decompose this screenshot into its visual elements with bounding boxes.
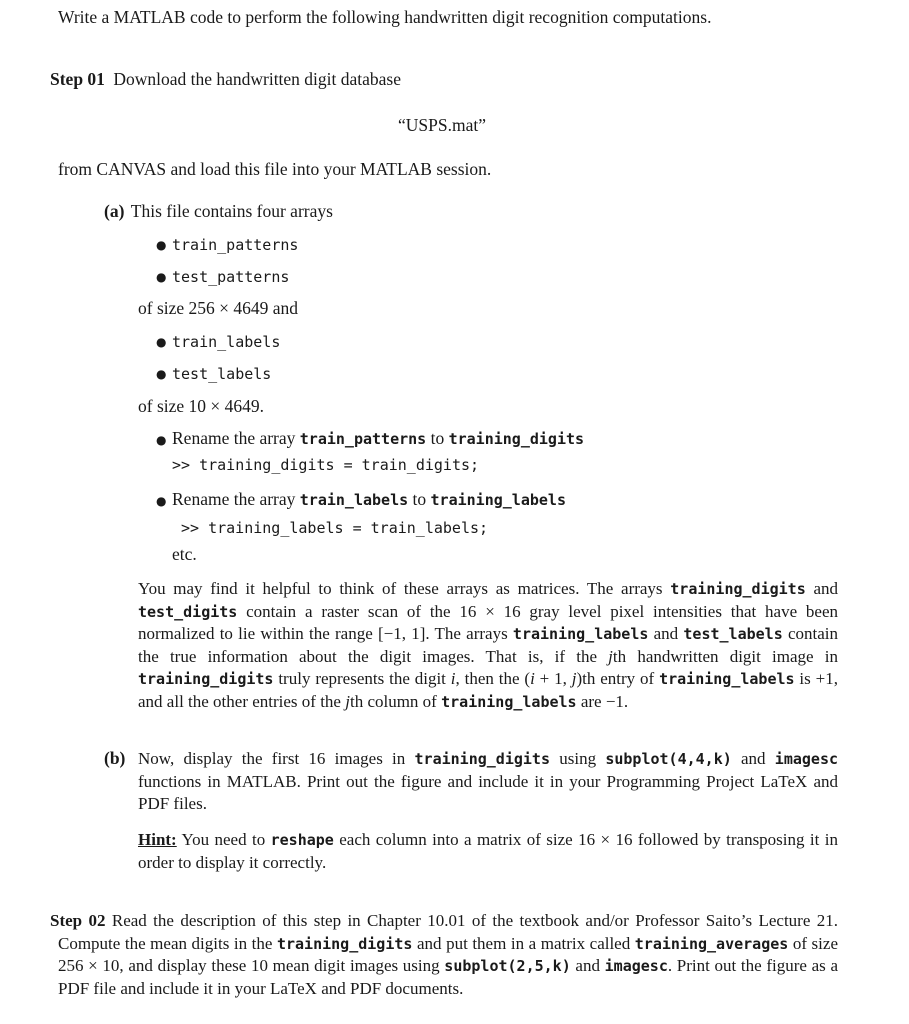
text-run: functions in MATLAB. Print out the figure and include it in your Programming Project LaTeX and PDF files. (138, 771, 838, 814)
code-term: training_labels (659, 670, 795, 689)
text-run: contain the true information about the digit images. That is, if the (138, 624, 838, 666)
bullet-icon: ● (156, 367, 167, 381)
text-run: )th entry of (576, 669, 660, 689)
rename-1-target: training_digits (448, 430, 585, 448)
text-run: are −1. (576, 691, 629, 711)
rename-2-target: training_labels (430, 491, 566, 509)
text-run: th column of (349, 691, 442, 711)
bullet-icon: ● (156, 238, 167, 252)
code-term: training_averages (634, 934, 789, 953)
hint-paragraph (138, 829, 838, 874)
etc-text: etc. (172, 544, 197, 564)
part-a-text: This file contains four arrays (130, 201, 333, 221)
array-test-labels: test_labels (172, 365, 272, 383)
rename-2-to: to (412, 489, 427, 509)
code-line-2: >> training_labels = train_labels; (181, 519, 489, 537)
rename-2-pre: Rename the array (172, 489, 296, 509)
text-run: and put them in a matrix called (412, 933, 635, 953)
math-var: i (450, 669, 456, 689)
text-run: You may find it helpful to think of these arrays as matrices. The arrays (138, 579, 671, 598)
rename-1-pre: Rename the array (172, 428, 296, 448)
text-run: . Print out the figure as a PDF file and include it in your LaTeX and PDF documents. (58, 956, 838, 998)
step-02-body (58, 911, 838, 998)
rename-2-source: train_labels (299, 491, 409, 509)
text-run: truly represents the digit (273, 669, 451, 689)
array-test-patterns: test_patterns (172, 268, 290, 286)
code-term: imagesc (774, 750, 839, 768)
text-run: and (648, 624, 684, 644)
part-a-label: (a) (104, 201, 125, 221)
code-term: training_digits (138, 670, 274, 689)
code-term: training_digits (414, 750, 550, 768)
code-term: reshape (270, 831, 334, 849)
part-b-paragraph (138, 748, 838, 816)
step-02-label: Step 02 (50, 911, 106, 930)
code-term: training_digits (276, 934, 413, 953)
array-train-patterns: train_patterns (172, 236, 299, 254)
rename-2 (172, 489, 566, 510)
text-run: and (570, 956, 605, 976)
bullet-icon: ● (156, 494, 167, 508)
part-b-label: (b) (104, 748, 126, 768)
text-run: is +1, and all the other entries of the (138, 669, 838, 711)
bullet-icon: ● (156, 270, 167, 284)
bullet-icon: ● (156, 335, 167, 349)
text-run: , then the ( (455, 669, 531, 689)
text-run: of size 256 × 10, and display these 10 mean digit images using (58, 933, 838, 976)
rename-1-to: to (430, 428, 445, 448)
array-train-labels: train_labels (172, 333, 281, 351)
code-term: subplot(4,4,k) (605, 750, 732, 768)
intro-text: Write a MATLAB code to perform the following handwritten digit recognition computations. (58, 7, 712, 27)
bullet-icon: ● (156, 433, 167, 447)
code-term: training_labels (441, 692, 577, 711)
step-01-label: Step 01 (50, 69, 105, 89)
code-term: subplot(2,5,k) (444, 957, 571, 976)
text-run: and (731, 749, 775, 768)
text-run: + 1, (534, 669, 572, 689)
filename: “USPS.mat” (398, 115, 486, 135)
text-run: each column into a matrix of size 16 × 16 followed by transposing it in order to display it correctly. (138, 830, 838, 872)
code-term: imagesc (604, 957, 668, 976)
hint-label: Hint: (138, 830, 177, 849)
text-run: contain a raster scan of the 16 × 16 gray level pixel intensities that have been normalized to lie within the range [−1, 1]. The arrays (138, 601, 838, 644)
text-run: and (805, 579, 838, 598)
math-var: j (571, 669, 577, 689)
math-var: j (345, 691, 350, 711)
text-run: Now, display the first 16 images in (138, 749, 415, 768)
step-01-text: Download the handwritten digit database (113, 69, 402, 89)
hint-body (138, 830, 838, 872)
text-run: You need to (176, 830, 271, 849)
step-01-heading (50, 69, 401, 90)
step-02-paragraph (50, 910, 838, 1000)
code-term: training_digits (670, 580, 806, 598)
part-a-heading (104, 201, 333, 222)
code-term: test_labels (683, 625, 783, 644)
code-term: test_digits (138, 602, 238, 621)
rename-1 (172, 428, 584, 449)
math-var: i (530, 669, 535, 689)
text-run: th handwritten digit image in (612, 646, 838, 666)
size-1: of size 256 × 4649 and (138, 298, 299, 318)
math-var: j (608, 646, 613, 666)
size-2: of size 10 × 4649. (138, 396, 265, 416)
rename-1-source: train_patterns (299, 430, 427, 448)
code-term: training_labels (512, 625, 649, 644)
text-run: Read the description of this step in Chapter 10.01 of the textbook and/or Professor Saito’s Lecture 21. Compute the mean digits in the (58, 911, 838, 953)
text-run: using (550, 749, 606, 768)
step-01-text-2: from CANVAS and load this file into your MATLAB session. (58, 159, 492, 179)
part-a-paragraph (138, 578, 838, 714)
code-line-1: >> training_digits = train_digits; (172, 456, 480, 474)
